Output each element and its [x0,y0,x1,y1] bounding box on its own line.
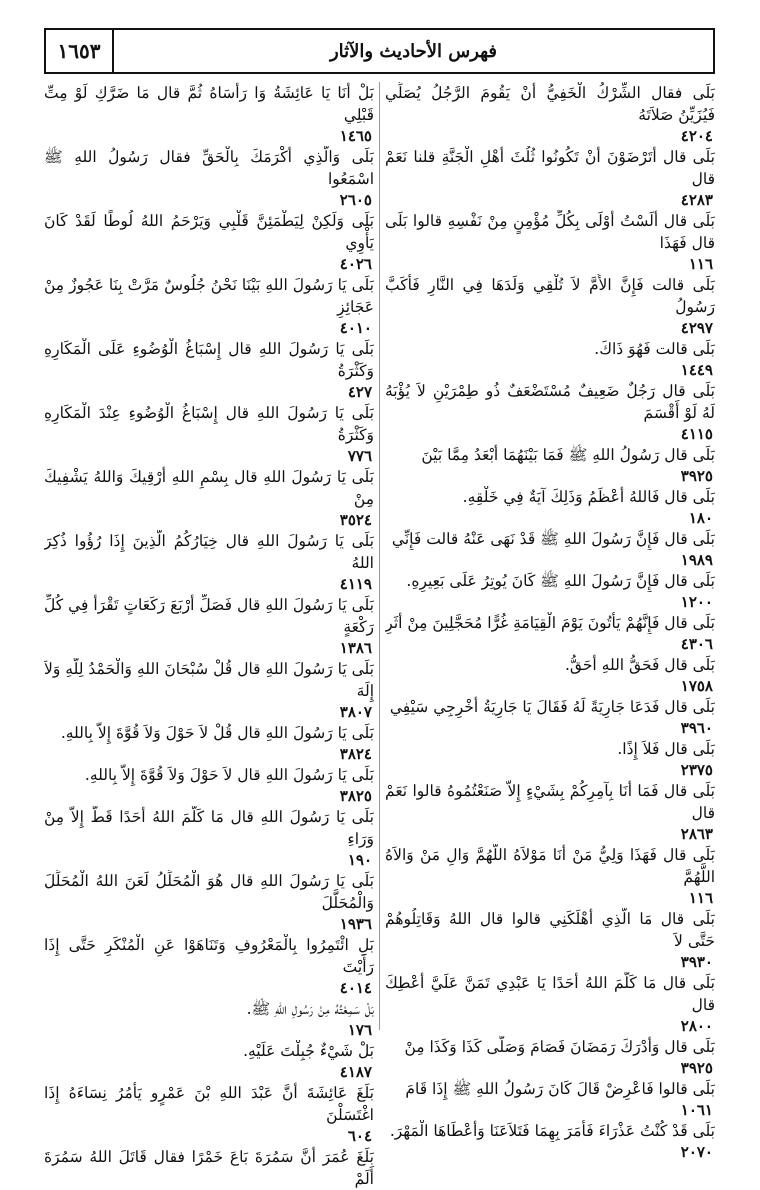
hadith-text: بَلَى قَدْ كُنْتُ عَذْرَاءَ فَأَمَرَ بِهِمَا فَتَلاَعَنَا وَأَعْطَاهَا الْمَهْرَ. [389,1122,715,1140]
index-entry [385,274,715,338]
hadith-number: ٤٢٧ [347,383,372,401]
hadith-number: ٣٩٢٥ [680,467,713,485]
hadith-number: ٢٦٠٥ [339,191,372,209]
hadith-text: بَلَى قال فَإِنَّ رَسُولَ اللهِ ﷺ كَانَ يُوتِرُ عَلَى بَعِيرِهِ. [406,572,715,590]
hadith-number: ٤١١٥ [680,425,713,443]
hadith-number: ٤١٨٧ [339,1063,372,1081]
index-entry [44,274,374,338]
hadith-text: بَلَى قال فَاللهُ أَعْظَمُ وَذَلِكَ آيَةٌ فِي خَلْقِهِ. [462,488,715,506]
hadith-text: بَلَى قال فَإِنَّ رَسُولَ اللهِ ﷺ قَدْ نَهَى عَنْهُ قالت فَإِنِّي [391,530,715,548]
index-entry [385,738,715,780]
index-entry [44,210,374,274]
hadith-text: بَلَى قال رَجُلٌ ضَعِيفٌ مُسْتَضْعَفٌ ذُو طِمْرَيْنِ لاَ يُؤْبَهُ لَهُ لَوْ أَقْسَمَ [385,382,715,422]
left-column [44,82,374,1190]
hadith-number: ٣٨٢٥ [339,787,372,805]
hadith-text: بَلَى فقال الشِّرْكُ الْخَفِيُّ أَنْ يَقُومَ الرَّجُلُ يُصَلِّي فَيُزَيِّنُ صَلاَتَهُ [385,84,715,124]
hadith-number: ٣٩٦٠ [680,719,713,737]
index-entry [385,210,715,274]
hadith-number: ١١٦ [688,255,713,273]
index-entry [44,806,374,870]
hadith-text: بَلْ سَمِعْتُهُ مِنْ رَسُولِ اللهِ ﷺ. [246,1000,374,1018]
index-entry [44,466,374,530]
hadith-text: بَلَى يَا رَسُولَ اللهِ قال هُوَ الْمُحَلِّلُ لَعَنَ اللهُ الْمُحَلِّلَ وَالْمُحَلَّلَ [44,872,374,912]
hadith-text: بَلَى قالت فَهُوَ ذَاكَ. [594,340,715,358]
hadith-number: ١١٦ [688,889,713,907]
hadith-text: بَلَى وَلَكِنْ لِيَطْمَئِنَّ قَلْبِي وَيَرْحَمُ اللهُ لُوطًا لَقَدْ كَانَ يَأْوِي [44,212,374,252]
hadith-number: ٤٠١٤ [339,979,372,997]
index-entry [44,594,374,658]
hadith-number: ٤٠٢٦ [339,255,372,273]
hadith-number: ٢٠٧٠ [680,1143,713,1161]
index-entry [44,1040,374,1082]
hadith-number: ١٩٨٩ [680,551,713,569]
hadith-number: ١٢٠٠ [680,593,713,611]
hadith-text: بَلَى يَا رَسُولَ اللهِ قال إِسْبَاغُ الْوُضُوءِ عَلَى الْمَكَارِهِ وَكَثْرَةُ [44,340,374,380]
hadith-text: بَلَى قال فَإِنَّهُمْ يَأْتُونَ يَوْمَ الْقِيَامَةِ غُرًّا مُحَجَّلِينَ مِنْ أَثَرِ [385,614,715,632]
index-entry [385,696,715,738]
index-entry [385,780,715,844]
hadith-number: ٤١١٩ [339,575,372,593]
hadith-text: بَلَى قال أَلَسْتُ أَوْلَى بِكُلِّ مُؤْمِنٍ مِنْ نَفْسِهِ قالوا بَلَى قال فَهَذَا [385,212,715,252]
hadith-text: بَلَى يَا رَسُولَ اللهِ قال خِيَارُكُمُ الَّذِينَ إِذَا رُؤُوا ذُكِرَ اللهُ [44,532,374,572]
index-entry [385,1120,715,1162]
page-number: ١٦٥٣ [46,30,114,72]
index-entry [44,1146,374,1190]
page-title: فهرس الأحاديث والآثار [329,40,498,62]
index-entry [44,82,374,146]
index-entry [385,1036,715,1078]
hadith-number: ٣٨٠٧ [339,703,372,721]
index-entry [385,444,715,486]
index-entry [44,530,374,594]
hadith-text: بَلَى قال فَلاَ إِذًا. [617,740,715,758]
hadith-text: بَلَى قال فَدَعَا جَارِيَةً لَهُ فَقَالَ يَا جَارِيَةُ أَخْرِجِي سَيْفِي [389,698,715,716]
index-entry [44,870,374,934]
hadith-number: ١٧٥٨ [680,677,713,695]
hadith-text: بَلَى قال رَسُولُ اللهِ ﷺ فَمَا بَيْنَهُمَا أَبْعَدُ مِمَّا بَيْنَ [421,446,715,464]
index-entry [44,338,374,402]
hadith-number: ٧٧٦ [347,447,372,465]
hadith-number: ٣٥٢٤ [339,511,372,529]
hadith-number: ٤٠١٠ [339,319,372,337]
index-entry [385,82,715,146]
hadith-text: بَلَى قال فَحَقُّ اللهِ أَحَقُّ. [564,656,715,674]
index-entry [385,908,715,972]
hadith-text: بَلَى قالوا فَاعْرِضْ قَالَ كَانَ رَسُولُ اللهِ ﷺ إِذَا قَامَ [405,1080,715,1098]
index-entry [385,972,715,1036]
hadith-text: بَلَغَ عَائِشَةَ أَنَّ عَبْدَ اللهِ بْنَ عَمْرٍو يَأْمُرُ نِسَاءَهُ إِذَا اغْتَسَلْنَ [44,1084,374,1124]
index-entry [385,146,715,210]
hadith-text: بَلَى قال أَتَرْضَوْنَ أَنْ تَكُونُوا ثُلُثَ أَهْلِ الْجَنَّةِ قلنا نَعَمْ قال [385,148,715,188]
index-entry [44,764,374,806]
index-entry [385,654,715,696]
hadith-text: بَلْ شَيْءٌ جُبِلْتَ عَلَيْهِ. [243,1042,374,1060]
index-entry [44,722,374,764]
hadith-number: ١٩٣٦ [339,915,372,933]
hadith-number: ٣٩٣٠ [680,953,713,971]
right-column [385,82,715,1162]
index-entry [385,380,715,444]
index-entry [385,1078,715,1120]
hadith-text: بَلِ ائْتَمِرُوا بِالْمَعْرُوفِ وَتَنَاهَوْا عَنِ الْمُنْكَرِ حَتَّى إِذَا رَأَيْتَ [44,936,374,976]
hadith-text: بَلَى يَا رَسُولَ اللهِ قال إِسْبَاغُ الْوُضُوءِ عِنْدَ الْمَكَارِهِ وَكَثْرَةُ [44,404,374,444]
hadith-text: بَلَغَ عُمَرَ أَنَّ سَمُرَةَ بَاعَ خَمْرًا فقال قَاتَلَ اللهُ سَمُرَةَ أَلَمْ [44,1148,374,1188]
index-entry [385,528,715,570]
hadith-number: ٢٨٦٣ [680,825,713,843]
hadith-number: ١٧٦ [347,1021,372,1039]
hadith-text: بَلَى يَا رَسُولَ اللهِ قال فَصَلِّ أَرْبَعَ رَكَعَاتٍ تَقْرَأُ فِي كُلِّ رَكْعَةٍ [44,596,374,636]
page-header [44,28,715,74]
index-entry [44,146,374,210]
hadith-number: ٤٢٩٧ [680,319,713,337]
hadith-number: ١٠٦١ [680,1101,713,1119]
hadith-number: ٣٩٢٥ [680,1059,713,1077]
index-entry [385,570,715,612]
hadith-number: ٤٣٠٦ [680,635,713,653]
hadith-text: بَلَى يَا رَسُولَ اللهِ قال قُلْ سُبْحَانَ اللهِ وَالْحَمْدُ لِلَّهِ وَلاَ إِلَهَ [44,660,374,700]
hadith-number: ١٣٨٦ [339,639,372,657]
hadith-number: ٢٨٠٠ [680,1017,713,1035]
hadith-text: بَلَى قال فَمَا أَنَا بِآمِرِكُمْ بِشَيْءٍ إِلاَّ صَنَعْتُمُوهُ قالوا نَعَمْ قال [385,782,715,822]
hadith-text: بَلَى قال فَهَذَا وَلِيُّ مَنْ أَنَا مَوْلاَهُ اللَّهُمَّ وَالِ مَنْ وَالاَهُ اللَّهُمَّ [385,846,715,886]
index-entry [385,486,715,528]
hadith-text: بَلَى يَا رَسُولَ اللهِ قال بِسْمِ اللهِ أَرْقِيكَ وَاللهُ يَشْفِيكَ مِنْ [44,468,374,508]
hadith-text: بَلَى يَا رَسُولَ اللهِ بَيْنَا نَحْنُ جُلُوسٌ مَرَّتْ بِنَا عَجُوزٌ مِنْ عَجَائِزِ [44,276,374,316]
hadith-text: بَلَى قالت فَإِنَّ الأُمَّ لاَ تُلْقِي وَلَدَهَا فِي النَّارِ فَأَكَبَّ رَسُولُ [385,276,715,316]
hadith-text: بَلْ أَنَا يَا عَائِشَةُ وَا رَأْسَاهُ ثُمَّ قال مَا ضَرَّكِ لَوْ مِتِّ قَبْلِي [44,84,374,124]
hadith-number: ٢٣٧٥ [680,761,713,779]
hadith-text: بَلَى قال مَا كَلَّمَ اللهُ أَحَدًا يَا عَبْدِي تَمَنَّ عَلَيَّ أُعْطِكَ قال [385,974,715,1014]
hadith-text: بَلَى يَا رَسُولَ اللهِ قال لاَ حَوْلَ وَلاَ قُوَّةَ إِلاَّ بِاللهِ. [84,766,374,784]
index-entry [44,1082,374,1146]
hadith-text: بَلَى يَا رَسُولَ اللهِ قال قُلْ لاَ حَوْلَ وَلاَ قُوَّةَ إِلاَّ بِاللهِ. [60,724,374,742]
index-entry [385,338,715,380]
index-entry [44,998,374,1040]
hadith-text: بَلَى يَا رَسُولَ اللهِ قال مَا كَلَّمَ اللهُ أَحَدًا قَطُّ إِلاَّ مِنْ وَرَاءِ [44,808,374,848]
hadith-number: ١٤٤٩ [680,361,713,379]
hadith-number: ٦٠٤ [347,1127,372,1145]
hadith-number: ٣٨٢٤ [339,745,372,763]
column-divider [379,82,380,1030]
hadith-number: ١٩٠ [347,851,372,869]
hadith-number: ٤٢٨٣ [680,191,713,209]
hadith-text: بَلَى قال مَا الَّذِي أَهْلَكَنِي قالوا قال اللهُ وَقَاتِلُوهُمْ حَتَّى لاَ [385,910,715,950]
index-entry [385,844,715,908]
hadith-number: ١٤٦٥ [339,127,372,145]
index-entry [44,934,374,998]
hadith-number: ٤٢٠٤ [680,127,713,145]
index-entry [44,658,374,722]
hadith-text: بَلَى قال وَأَدْرَكَ رَمَضَانَ فَصَامَ وَصَلَّى كَذَا وَكَذَا مِنْ [404,1038,715,1056]
index-entry [44,402,374,466]
index-entry [385,612,715,654]
hadith-number: ١٨٠ [688,509,713,527]
hadith-text: بَلَى وَالَّذِي أَكْرَمَكَ بِالْحَقِّ فقال رَسُولُ اللهِ ﷺ اسْمَعُوا [44,148,374,188]
